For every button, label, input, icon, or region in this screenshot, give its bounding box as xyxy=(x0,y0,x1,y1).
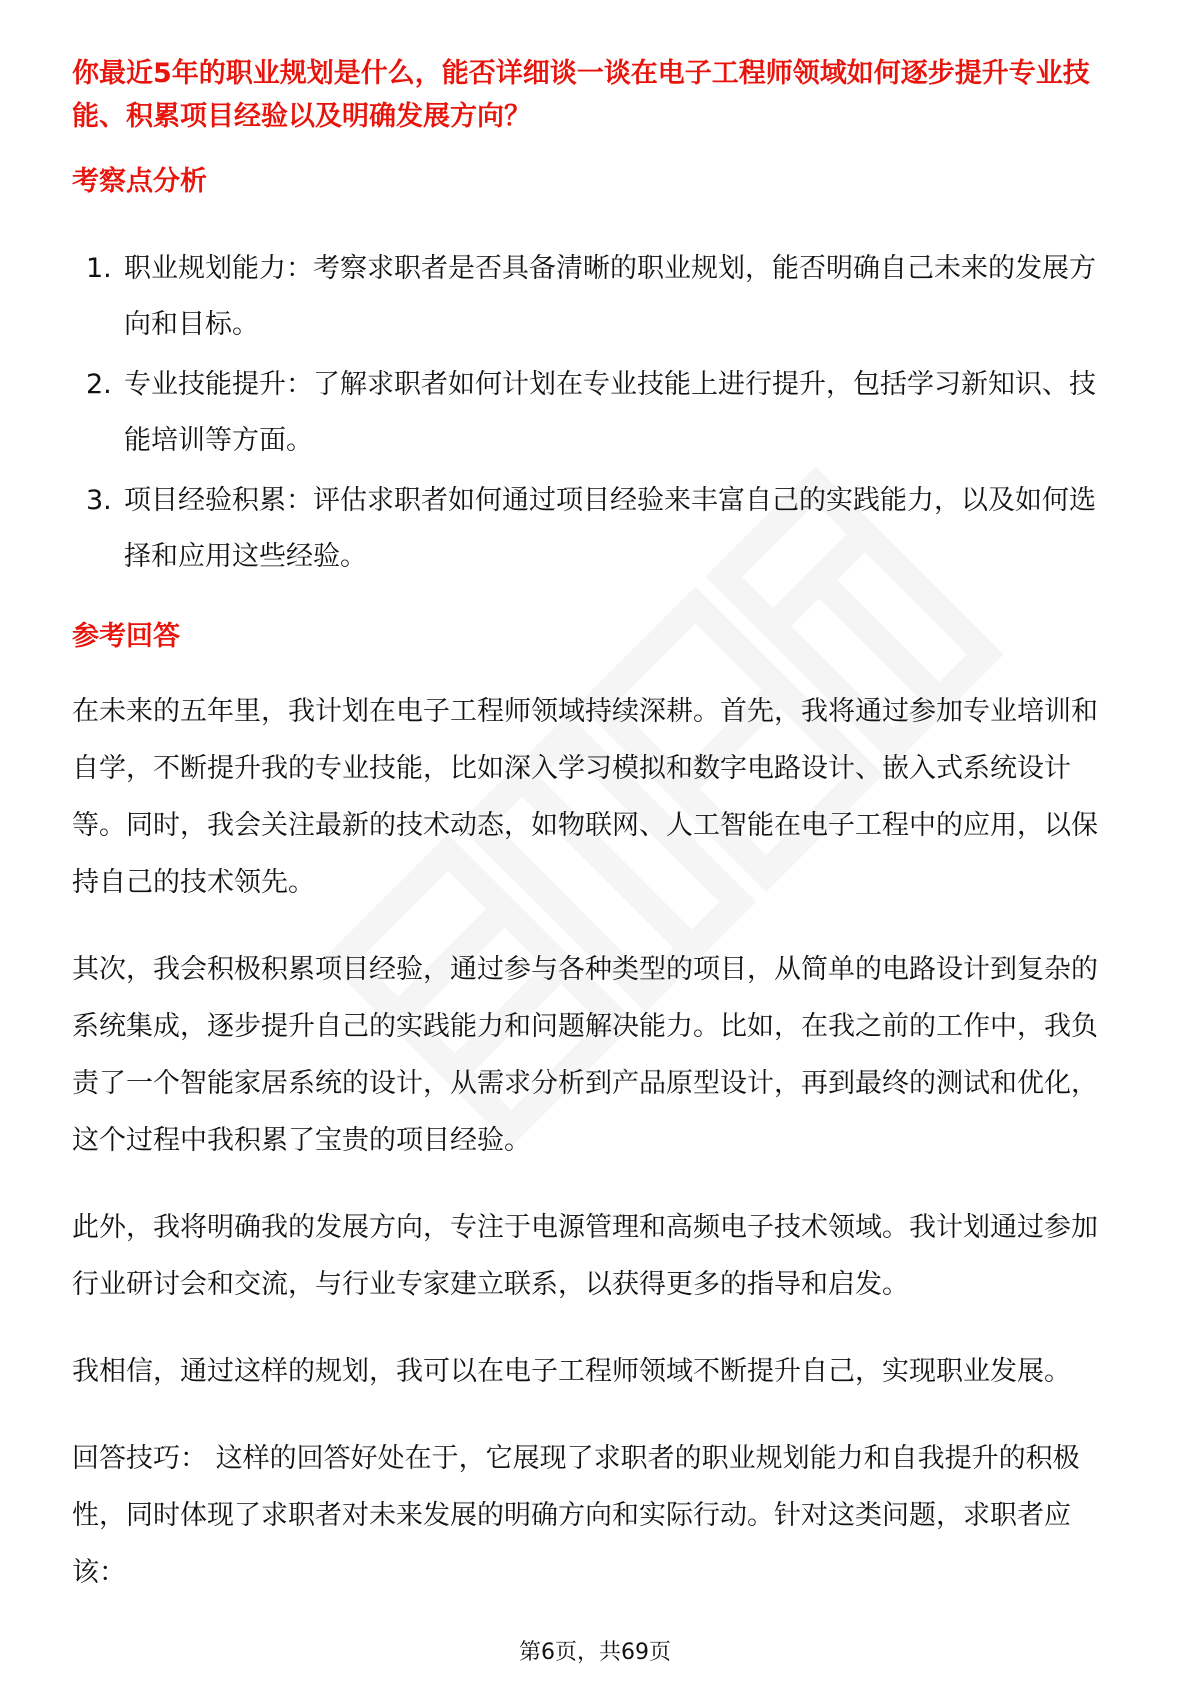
answer-heading: 参考回答 xyxy=(72,621,180,652)
list-item xyxy=(72,473,1122,585)
answer-paragraph: 我相信，通过这样的规划，我可以在电子工程师领域不断提升自己，实现职业发展。 xyxy=(72,1356,1071,1387)
list-item-text: 项目经验积累：评估求职者如何通过项目经验来丰富自己的实践能力，以及如何选择和应用这些经验。 xyxy=(124,485,1096,572)
list-item xyxy=(72,241,1122,353)
interview-question: 你最近5年的职业规划是什么，能否详细谈一谈在电子工程师领域如何逐步提升专业技能、积累项目经验以及明确发展方向？ xyxy=(72,58,1090,132)
answer-tips-paragraph: 回答技巧： 这样的回答好处在于，它展现了求职者的职业规划能力和自我提升的积极性，同时体现了求职者对未来发展的明确方向和实际行动。针对这类问题，求职者应该： xyxy=(72,1443,1080,1588)
list-item xyxy=(72,357,1122,469)
analysis-heading: 考察点分析 xyxy=(72,166,207,197)
answer-paragraph: 此外，我将明确我的发展方向，专注于电源管理和高频电子技术领域。我计划通过参加行业研讨会和交流，与行业专家建立联系，以获得更多的指导和启发。 xyxy=(72,1212,1098,1300)
analysis-list xyxy=(72,241,1122,585)
list-item-text: 专业技能提升：了解求职者如何计划在专业技能上进行提升，包括学习新知识、技能培训等方面。 xyxy=(124,369,1096,456)
list-number: 3. xyxy=(86,485,112,516)
document-content xyxy=(72,52,1122,1601)
list-item-text: 职业规划能力：考察求职者是否具备清晰的职业规划，能否明确自己未来的发展方向和目标。 xyxy=(124,253,1096,340)
list-number: 2. xyxy=(86,369,112,400)
page-number-footer: 第6页，共69页 xyxy=(519,1640,671,1665)
answer-paragraph: 在未来的五年里，我计划在电子工程师领域持续深耕。首先，我将通过参加专业培训和自学，不断提升我的专业技能，比如深入学习模拟和数字电路设计、嵌入式系统设计等。同时，我会关注最新的技术动态，如物联网、人工智能在电子工程中的应用，以保持自己的技术领先。 xyxy=(72,696,1098,898)
answer-paragraph: 其次，我会积极积累项目经验，通过参与各种类型的项目，从简单的电路设计到复杂的系统集成，逐步提升自己的实践能力和问题解决能力。比如，在我之前的工作中，我负责了一个智能家居系统的设计，从需求分析到产品原型设计，再到最终的测试和优化，这个过程中我积累了宝贵的项目经验。 xyxy=(72,954,1098,1156)
list-number: 1. xyxy=(86,253,112,284)
